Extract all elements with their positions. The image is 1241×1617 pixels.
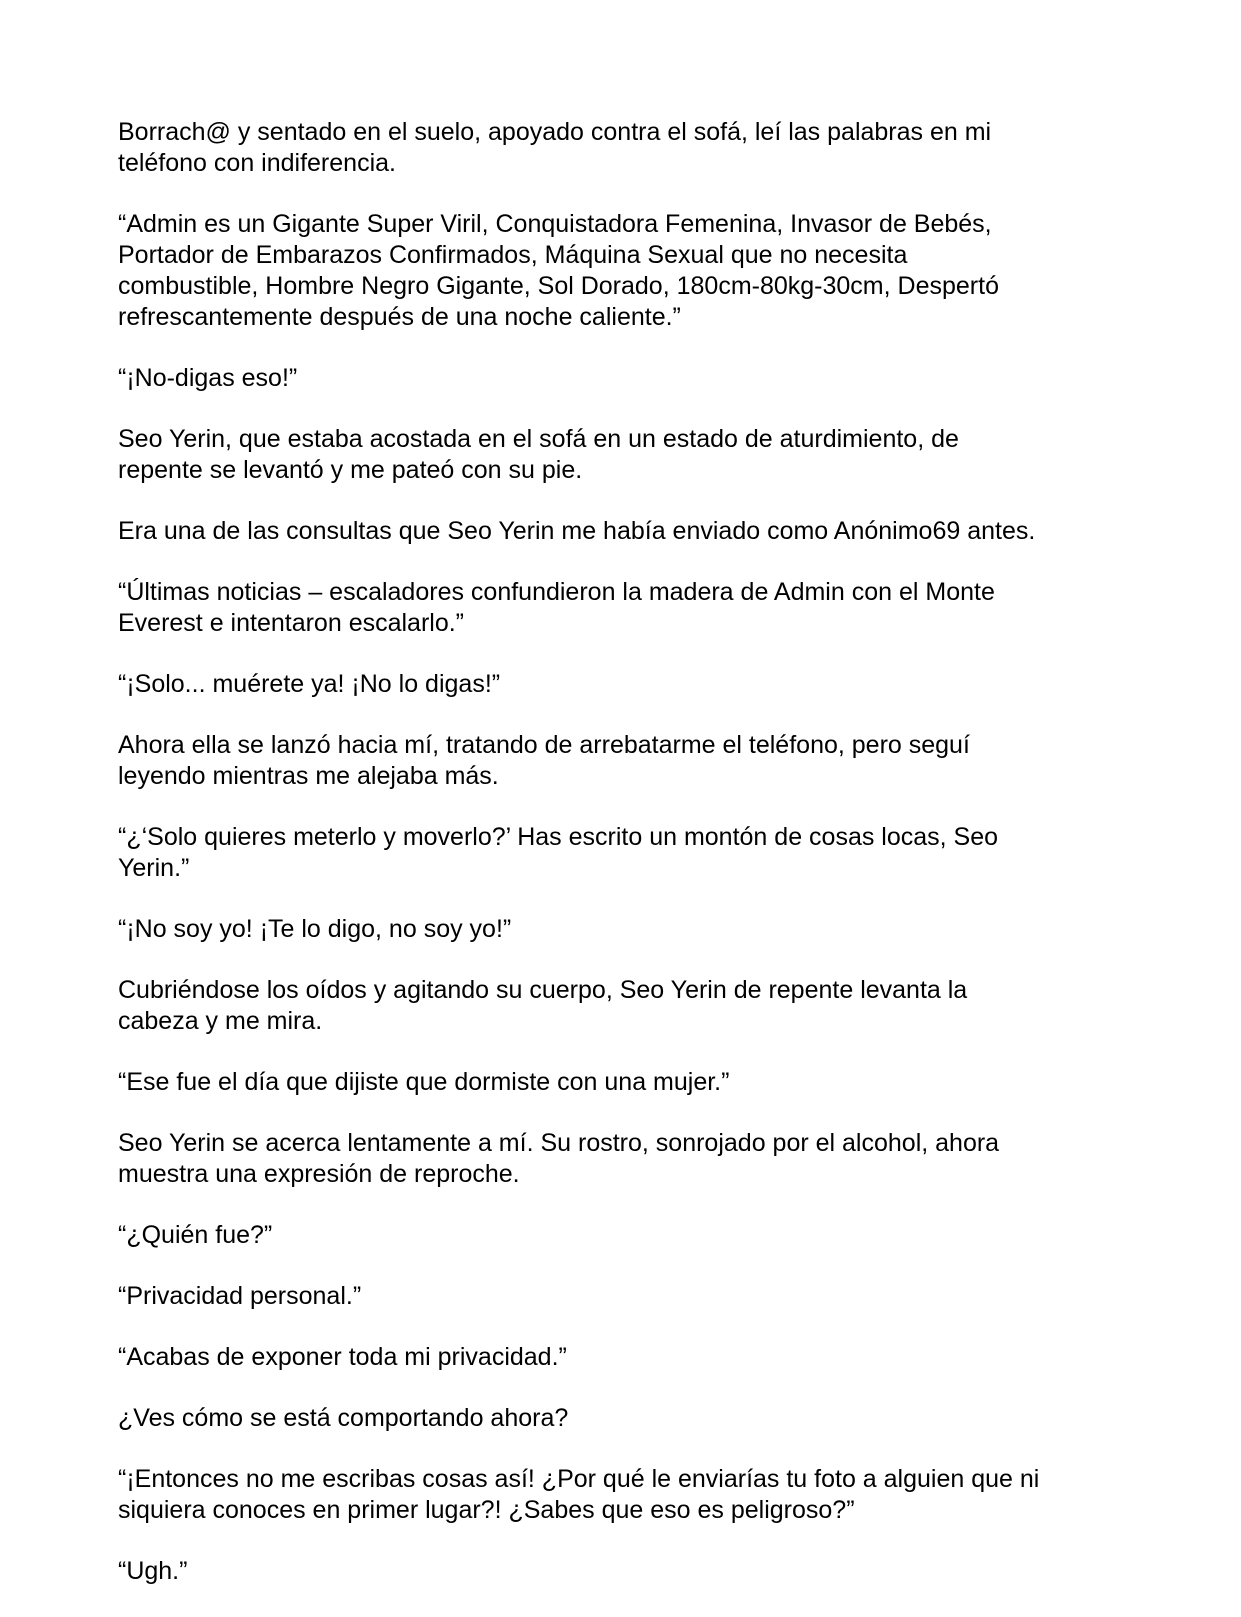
paragraph (118, 1128, 1128, 1190)
paragraph (118, 577, 1128, 639)
paragraph (118, 975, 1128, 1037)
text-line: cabeza y me mira. (118, 1007, 323, 1035)
text-line: siquiera conoces en primer lugar?! ¿Sabes que eso es peligroso?” (118, 1496, 855, 1524)
text-line: Era una de las consultas que Seo Yerin me había enviado como Anónimo69 antes. (118, 517, 1036, 545)
text-line: Borrach@ y sentado en el suelo, apoyado contra el sofá, leí las palabras en mi (118, 118, 992, 146)
paragraph (118, 117, 1128, 179)
text-line: Ahora ella se lanzó hacia mí, tratando de arrebatarme el teléfono, pero seguí (118, 731, 970, 759)
text-line: Cubriéndose los oídos y agitando su cuerpo, Seo Yerin de repente levanta la (118, 976, 968, 1004)
document-body (118, 117, 1128, 1617)
text-line: “¡No-digas eso!” (118, 364, 298, 392)
text-line: repente se levantó y me pateó con su pie. (118, 456, 583, 484)
text-line: Everest e intentaron escalarlo.” (118, 609, 465, 637)
text-line: “¡No soy yo! ¡Te lo digo, no soy yo!” (118, 915, 512, 943)
paragraph (118, 730, 1128, 792)
text-line: “¡Solo... muérete ya! ¡No lo digas!” (118, 670, 501, 698)
paragraph (118, 669, 1128, 700)
paragraph (118, 1281, 1128, 1312)
paragraph (118, 424, 1128, 486)
paragraph (118, 1342, 1128, 1373)
paragraph (118, 914, 1128, 945)
paragraph (118, 363, 1128, 394)
text-line: leyendo mientras me alejaba más. (118, 762, 499, 790)
text-line: combustible, Hombre Negro Gigante, Sol Dorado, 180cm-80kg-30cm, Despertó (118, 272, 999, 300)
text-line: “Ugh.” (118, 1557, 188, 1585)
text-line: “Ese fue el día que dijiste que dormiste con una mujer.” (118, 1068, 730, 1096)
text-line: refrescantemente después de una noche caliente.” (118, 303, 681, 331)
paragraph (118, 1556, 1128, 1587)
paragraph (118, 1464, 1128, 1526)
text-line: Yerin.” (118, 854, 190, 882)
text-line: “¿‘Solo quieres meterlo y moverlo?’ Has escrito un montón de cosas locas, Seo (118, 823, 999, 851)
paragraph (118, 822, 1128, 884)
paragraph (118, 1220, 1128, 1251)
text-line: “Admin es un Gigante Super Viril, Conquistadora Femenina, Invasor de Bebés, (118, 210, 992, 238)
text-line: Portador de Embarazos Confirmados, Máquina Sexual que no necesita (118, 241, 908, 269)
text-line: “Acabas de exponer toda mi privacidad.” (118, 1343, 567, 1371)
paragraph (118, 516, 1128, 547)
paragraph (118, 209, 1128, 333)
paragraph (118, 1067, 1128, 1098)
text-line: Seo Yerin se acerca lentamente a mí. Su rostro, sonrojado por el alcohol, ahora (118, 1129, 1000, 1157)
text-line: muestra una expresión de reproche. (118, 1160, 520, 1188)
text-line: ¿Ves cómo se está comportando ahora? (118, 1404, 569, 1432)
text-line: Seo Yerin, que estaba acostada en el sofá en un estado de aturdimiento, de (118, 425, 959, 453)
paragraph (118, 1403, 1128, 1434)
text-line: “¿Quién fue?” (118, 1221, 273, 1249)
text-line: “Privacidad personal.” (118, 1282, 362, 1310)
text-line: “¡Entonces no me escribas cosas así! ¿Por qué le enviarías tu foto a alguien que ni (118, 1465, 1040, 1493)
text-line: “Últimas noticias – escaladores confundieron la madera de Admin con el Monte (118, 578, 995, 606)
text-line: teléfono con indiferencia. (118, 149, 396, 177)
